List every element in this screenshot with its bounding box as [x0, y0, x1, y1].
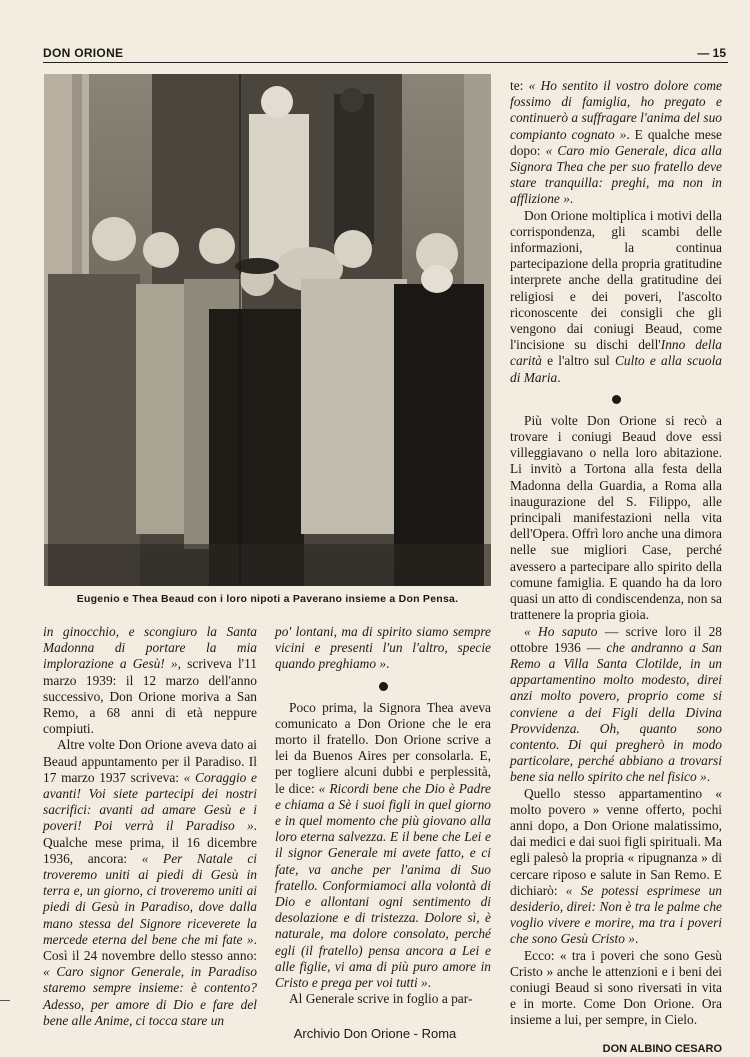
page-number: — 15	[697, 46, 726, 60]
paragraph	[43, 624, 257, 737]
article-column-middle	[275, 624, 491, 1007]
paragraph	[510, 413, 722, 624]
body-text: Quello stesso appartamentino « molto povero » venne offerto, pochi anni dopo, a Don Orione malatissimo, dai medici e dai suoi figli spirituali. Ma egli palesò la propria « ripugnanza » di cercare riposo e salute in San Remo. E dichiarò:	[510, 785, 722, 898]
body-text: — scrive loro il 28 ottobre 1936 —	[510, 623, 722, 655]
section-bullet	[612, 395, 621, 404]
quote-text: po' lontani, ma di spirito siamo sempre vicini e presenti l'un l'altro, specie quando preghiamo »	[275, 624, 491, 672]
body-text: .	[557, 369, 561, 385]
margin-mark	[0, 1000, 10, 1001]
body-text: te:	[510, 78, 529, 93]
paragraph	[275, 624, 491, 673]
paragraph	[275, 991, 491, 1007]
quote-text: « Per Natale ci troveremo uniti ai piedi di Gesù in terra e, un giorno, ci troveremo uniti ai piedi di Gesù in Paradiso, dove dalla mano stessa del Signore riceverete la mercede eterna del bene che mi fate »	[43, 850, 257, 947]
paragraph	[275, 700, 491, 992]
paragraph	[510, 208, 722, 386]
quote-text: Culto e alla scuola di Maria	[510, 353, 723, 385]
paragraph	[510, 78, 722, 208]
quote-text: in ginocchio, e scongiuro la Santa Madonna di portare la mia implorazione a Gesù! »	[43, 624, 257, 672]
paragraph	[510, 948, 722, 1029]
archive-footer: Archivio Don Orione - Roma	[293, 1026, 457, 1041]
body-text: Ecco: « tra i poveri che sono Gesù Cristo » anche le attenzioni e i beni dei coniugi Beaud si sono riversati in vita e in morte. Come Don Orione. Ora insieme a lui, per sempre, in Cielo.	[510, 947, 722, 1028]
body-text: Poco prima, la Signora Thea aveva comunicato a Don Orione che le era morto il fratello. Don Orione scrive a lei da Buenos Aires per consolarla. E, per togliere alcuni dubbi e perplessità, le dice:	[275, 699, 491, 796]
quote-text: Inno della carità	[510, 337, 723, 369]
running-header-title: DON ORIONE	[43, 46, 124, 60]
body-text: , scriveva l'11 marzo 1939: il 12 marzo dell'anno successivo, Don Orione moriva a San Remo, a 68 anni di età neppure compiuti.	[43, 656, 257, 737]
body-text: . Così il 24 novembre dello stesso anno:	[43, 931, 257, 964]
group-photograph	[44, 74, 491, 586]
body-text: e l'altro sul	[542, 353, 615, 369]
body-text: .	[634, 931, 639, 947]
quote-text: « Ho saputo	[524, 623, 598, 639]
body-text: .	[569, 191, 574, 207]
body-text: . E qualche mese dopo:	[510, 126, 722, 158]
paragraph	[43, 737, 257, 1029]
paragraph	[510, 786, 722, 948]
body-text: .	[706, 769, 711, 785]
paragraph	[510, 624, 722, 786]
article-column-right	[510, 78, 722, 1057]
body-text: Altre volte Don Orione aveva dato ai Beaud appuntamento per il Paradiso. Il 17 marzo 1937 scriveva:	[43, 737, 257, 785]
quote-text: « Coraggio e avanti! Voi siete partecipi dei nostri sacrifici: avanti ad amare Gesù e i poveri! Poi verrà il Paradiso »	[43, 769, 257, 834]
quote-text: « Ricordi bene che Dio è Padre e chiama a Sè i suoi figli in quel giorno e in quel momento che più giovano alla loro eterna salvezza. E il bene che Lei e il signor Generale mi avete fatto, e ci fate, va anche per l'anima di Suo fratello. Conformiamoci alla volontà di Dio e allontani ogni sentimento di desolazione e di tristezza. Dolore sì, è naturale, ma dolore consolato, perché egli (il fratello) pensa ancora a Lei e alle figlie, vi ama di più puro amore in Cristo e prega per voi tutti »	[275, 780, 491, 991]
quote-text: « Se potessi esprimese un desiderio, direi: Non è tra le palme che voglio vivere e morire, ma tra i poveri che sono Gesù Cristo »	[510, 882, 722, 947]
body-text: Don Orione moltiplica i motivi della corrispondenza, gli scambi delle informazioni, la continua partecipazione della propria gratitudine interprete anche della gratitudine dei religiosi e dei poveri, l'ascolto riconoscente dei consigli che gli vengono dai coniugi Beaud, come l'incisione su dischi dell'	[510, 207, 722, 353]
body-text: .	[386, 656, 390, 672]
quote-text: che andranno a San Remo a Villa Santa Clotilde, in un appartamentino molto modesto, direi anzi molto povero, proprio come si conviene a dei Figli della Divina Provvidenza. Oh, quanto sono contento. Di qui pregherò in modo particolare, perché abbiano a trovarsi bene sia nello spirito che nel fisico »	[510, 639, 722, 785]
quote-text: « Caro signor Generale, in Paradiso staremo sempre insieme: è contento? Adesso, per amore di Dio e fare del bene alle Anime, ci tocca stare un	[43, 964, 257, 1028]
quote-text: « Ho sentito il vostro dolore come fossimo di famiglia, ho pregato e continuerò a suffragare l'anima del suo compianto cognato »	[510, 78, 723, 142]
header-rule	[43, 62, 728, 63]
section-bullet	[379, 682, 388, 691]
author-signature: DON ALBINO CESARO	[602, 1042, 722, 1055]
body-text: .	[427, 975, 432, 991]
body-text: Al Generale scrive in foglio a par-	[289, 991, 473, 1007]
body-text: Più volte Don Orione si recò a trovare i coniugi Beaud dove essi villeggiavano o nella loro abitazione. Li invitò a Tortona alla festa della Madonna della Guardia, a Roma alla inaugurazione del S. Filippo, alle principali manifestazioni nella vita dell'Opera. Offrì loro anche una dimora nelle sue migliori Case, perché avessero a partecipare allo spirito della comune famiglia. E quando ha da loro quasi un atto di condiscendenza, non sa trattenere la propria gioia.	[510, 412, 722, 623]
body-text: . Qualche mese prima, il 16 dicembre 1936, ancora:	[43, 818, 257, 866]
article-column-left	[43, 624, 257, 1029]
photo-caption: Eugenio e Thea Beaud con i loro nipoti a Paverano insieme a Don Pensa.	[76, 593, 459, 605]
quote-text: « Caro mio Generale, dica alla Signora Thea che per suo fratello deve stare tranquilla: preghi, ma non in afflizione »	[510, 142, 722, 207]
